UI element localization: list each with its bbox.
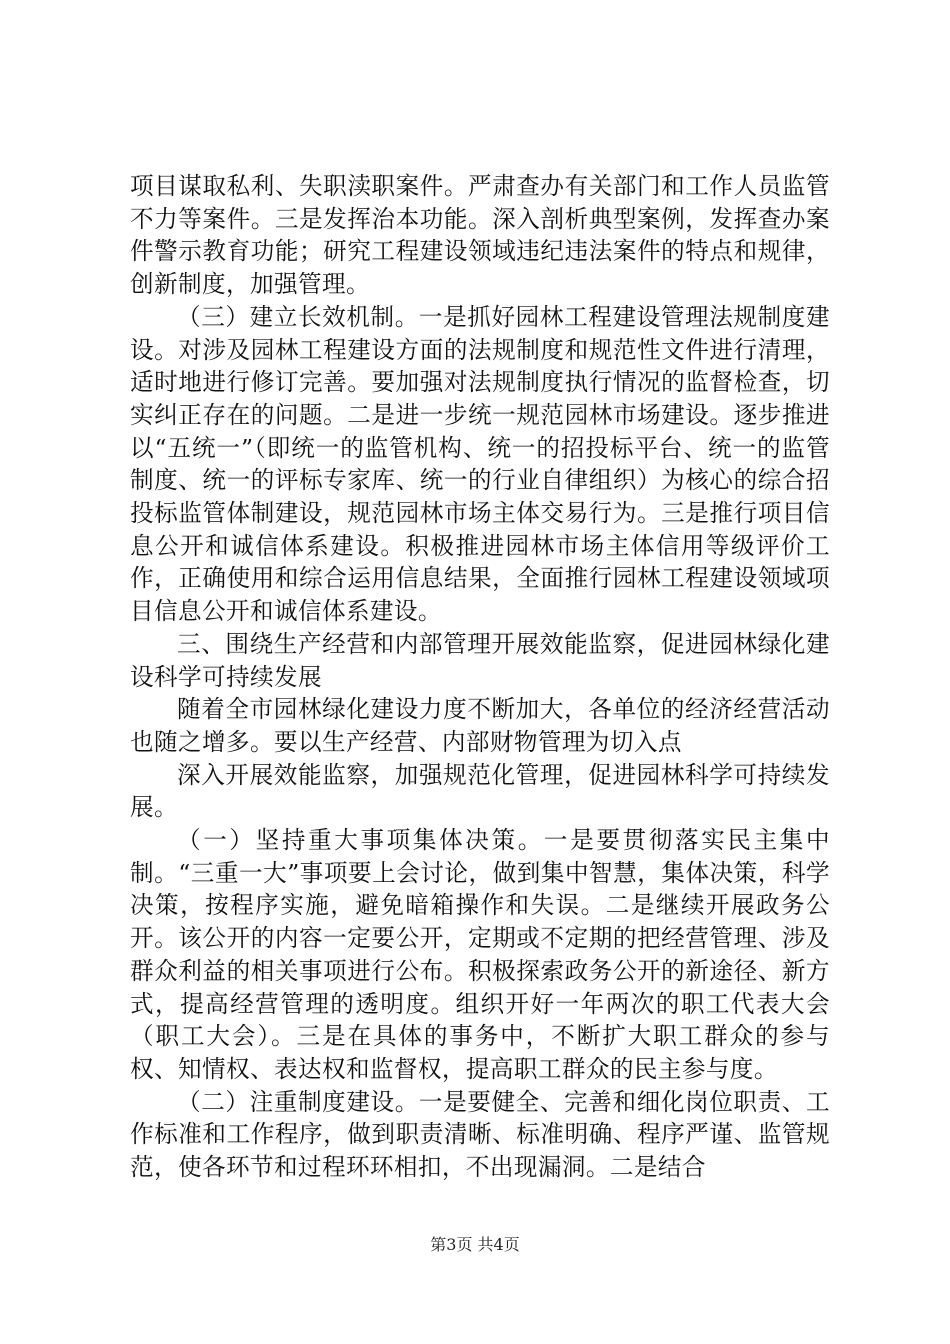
page-number-footer: 第3页 共4页 (430, 1235, 520, 1254)
paragraph: 深入开展效能监察，加强规范化管理，促进园林科学可持续发展。 (130, 760, 830, 822)
paragraph: （二）注重制度建设。一是要健全、完善和细化岗位职责、工作标准和工作程序，做到职责清晰、标准明确、程序严谨、监管规范，使各环节和过程环环相扣，不出现漏洞。二是结合 (130, 1087, 830, 1182)
document-body (130, 170, 830, 1184)
paragraph: （一）坚持重大事项集体决策。一是要贯彻落实民主集中制。“三重一大”事项要上会讨论，做到集中智慧，集体决策，科学决策，按程序实施，避免暗箱操作和失误。二是继续开展政务公开。该公开的内容一定要公开，定期或不定期的把经营管理、涉及群众利益的相关事项进行公布。积极探索政务公开的新途径、新方式，提高经营管理的透明度。组织开好一年两次的职工代表大会（职工大会）。三是在具体的事务中，不断扩大职工群众的参与权、知情权、表达权和监督权，提高职工群众的民主参与度。 (130, 826, 830, 1083)
paragraph: 随着全市园林绿化建设力度不断加大，各单位的经济经营活动也随之增多。要以生产经营、内部财物管理为切入点 (130, 695, 830, 756)
paragraph: 项目谋取私利、失职渎职案件。严肃查办有关部门和工作人员监管不力等案件。三是发挥治本功能。深入剖析典型案例，发挥查办案件警示教育功能；研究工程建设领域违纪违法案件的特点和规律，创新制度，加强管理。 (130, 172, 830, 299)
section-heading: 三、围绕生产经营和内部管理开展效能监察，促进园林绿化建设科学可持续发展 (130, 629, 830, 691)
paragraph: （三）建立长效机制。一是抓好园林工程建设管理法规制度建设。对涉及园林工程建设方面的法规制度和规范性文件进行清理，适时地进行修订完善。要加强对法规制度执行情况的监督检查，切实纠正存在的问题。二是进一步统一规范园林市场建设。逐步推进以“五统一”（即统一的监管机构、统一的招投标平台、统一的监管制度、统一的评标专家库、统一的行业自律组织）为核心的综合招投标监管体制建设，规范园林市场主体交易行为。三是推行项目信息公开和诚信体系建设。积极推进园林市场主体信用等级评价工作，正确使用和综合运用信息结果，全面推行园林工程建设领域项目信息公开和诚信体系建设。 (130, 302, 830, 626)
